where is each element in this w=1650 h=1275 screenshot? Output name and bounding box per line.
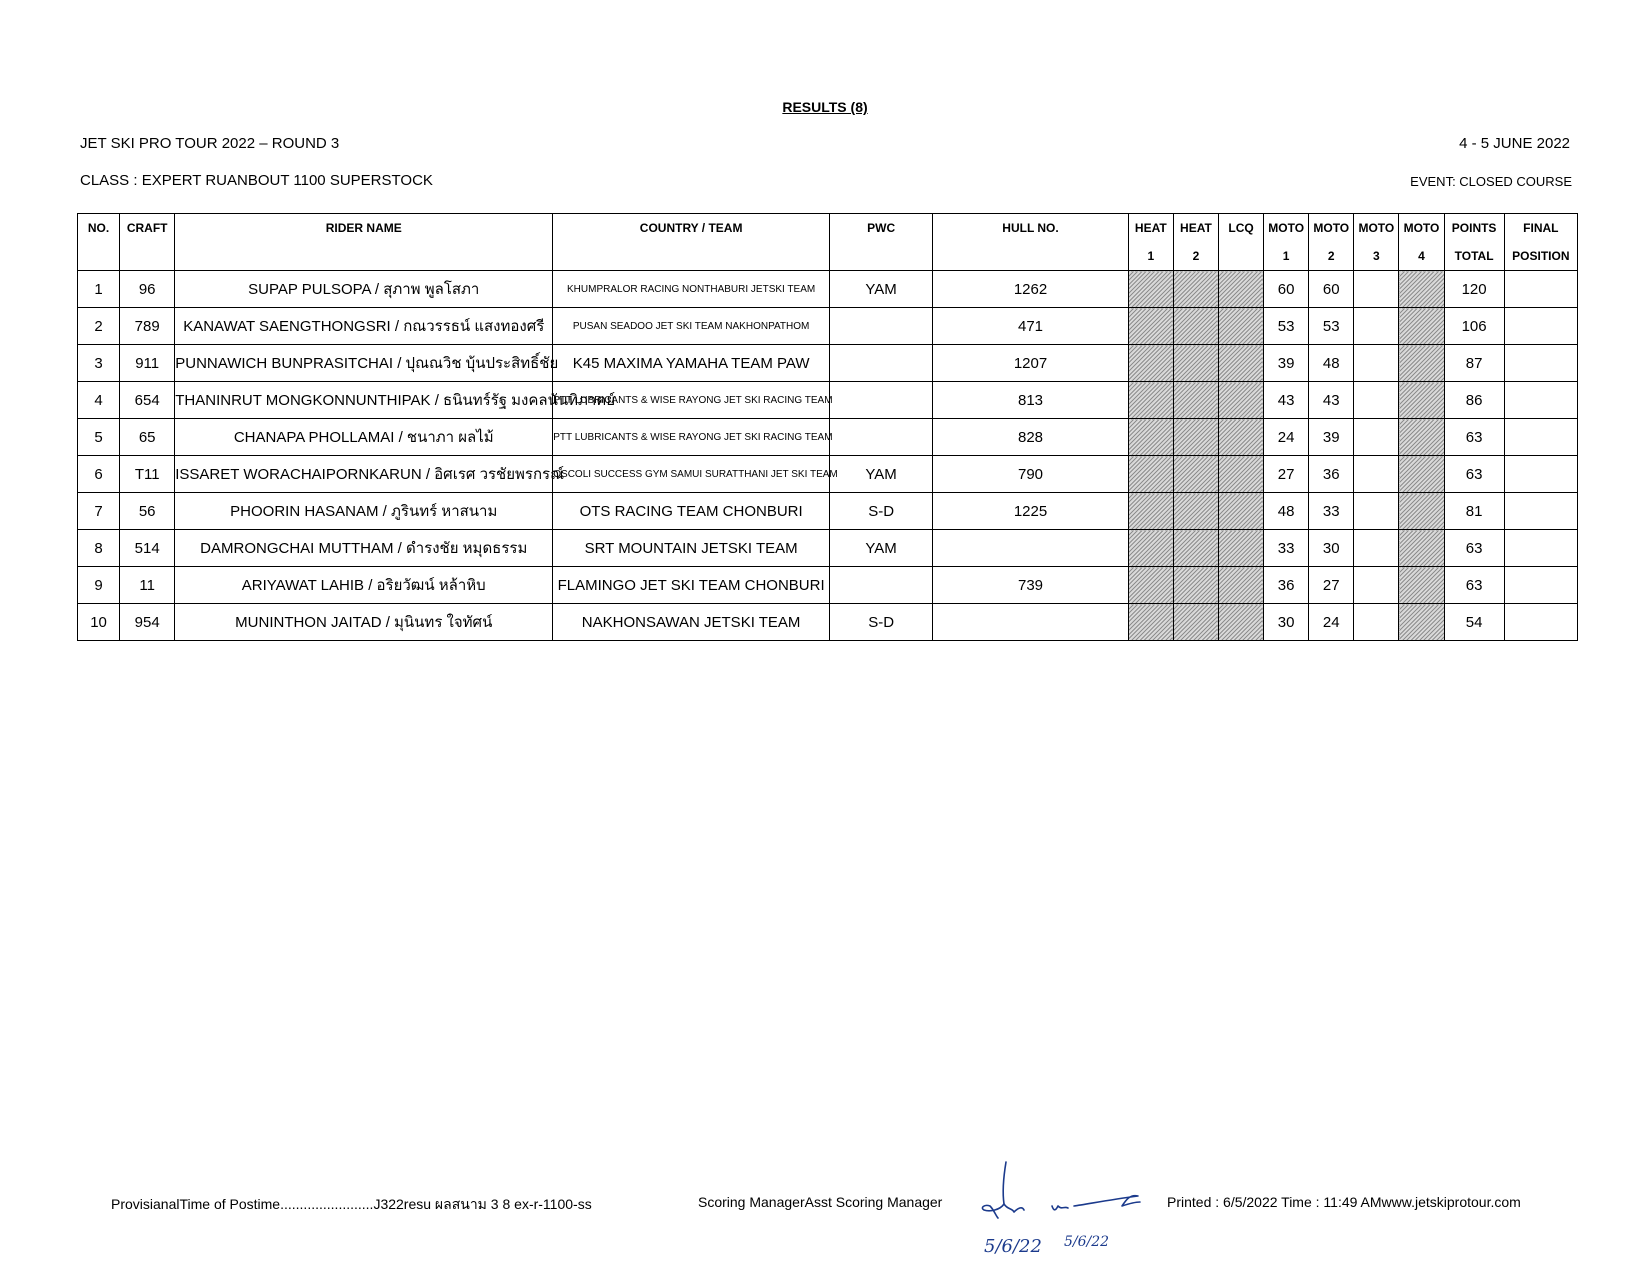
footer-provisional: ProvisianalTime of Postime........................J322resu ผลสนาม 3 8 ex-r-1100-ss — [111, 1196, 592, 1212]
signature-date-2: 5/6/22 — [1064, 1234, 1110, 1250]
cell-no: 3 — [78, 345, 120, 382]
col-no: NO. — [78, 214, 120, 271]
cell-moto4 — [1399, 345, 1444, 382]
cell-moto1: 48 — [1264, 493, 1309, 530]
signature-date-1: 5/6/22 — [984, 1236, 1042, 1257]
col-moto1: MOTO — [1264, 214, 1309, 243]
cell-pwc — [829, 308, 932, 345]
col-heat1: HEAT — [1128, 214, 1173, 243]
cell-pwc — [829, 419, 932, 456]
cell-pwc — [829, 567, 932, 604]
cell-country-team: PTT LUBRICANTS & WISE RAYONG JET SKI RACING TEAM — [553, 382, 830, 419]
cell-moto1: 33 — [1264, 530, 1309, 567]
cell-rider-name: ISSARET WORACHAIPORNKARUN / อิศเรศ วรชัยพรกรณ์ — [175, 456, 553, 493]
cell-hull-no: 813 — [933, 382, 1129, 419]
cell-rider-name: DAMRONGCHAI MUTTHAM / ดำรงชัย หมุดธรรม — [175, 530, 553, 567]
cell-heat1 — [1128, 382, 1173, 419]
cell-moto3 — [1354, 567, 1399, 604]
signature-image — [978, 1160, 1148, 1260]
cell-points-total: 81 — [1444, 493, 1504, 530]
cell-moto2: 53 — [1309, 308, 1354, 345]
table-row — [78, 604, 1578, 641]
cell-hull-no: 790 — [933, 456, 1129, 493]
cell-hull-no: 739 — [933, 567, 1129, 604]
cell-points-total: 106 — [1444, 308, 1504, 345]
cell-rider-name: PUNNAWICH BUNPRASITCHAI / ปุณณวิช บุ้นประสิทธิ์ชัย — [175, 345, 553, 382]
cell-lcq — [1218, 345, 1263, 382]
cell-final-position — [1504, 419, 1577, 456]
cell-heat1 — [1128, 530, 1173, 567]
cell-no: 6 — [78, 456, 120, 493]
cell-final-position — [1504, 308, 1577, 345]
cell-heat1 — [1128, 567, 1173, 604]
cell-lcq — [1218, 530, 1263, 567]
col-points-total-sub: TOTAL — [1444, 242, 1504, 271]
cell-no: 2 — [78, 308, 120, 345]
footer-scoring-manager: Scoring ManagerAsst Scoring Manager — [698, 1194, 943, 1210]
cell-heat2 — [1173, 493, 1218, 530]
cell-no: 7 — [78, 493, 120, 530]
table-row — [78, 308, 1578, 345]
cell-moto2: 48 — [1309, 345, 1354, 382]
cell-heat1 — [1128, 345, 1173, 382]
cell-hull-no — [933, 604, 1129, 641]
cell-no: 9 — [78, 567, 120, 604]
cell-pwc — [829, 345, 932, 382]
cell-final-position — [1504, 567, 1577, 604]
cell-moto1: 27 — [1264, 456, 1309, 493]
cell-rider-name: THANINRUT MONGKONNUNTHIPAK / ธนินทร์รัฐ มงคลนันทิภาคย์ — [175, 382, 553, 419]
cell-points-total: 63 — [1444, 530, 1504, 567]
cell-moto3 — [1354, 345, 1399, 382]
cell-pwc: S-D — [829, 604, 932, 641]
cell-points-total: 63 — [1444, 567, 1504, 604]
cell-moto4 — [1399, 308, 1444, 345]
cell-lcq — [1218, 271, 1263, 308]
table-row — [78, 567, 1578, 604]
cell-points-total: 63 — [1444, 456, 1504, 493]
cell-country-team: FLAMINGO JET SKI TEAM CHONBURI — [553, 567, 830, 604]
cell-final-position — [1504, 345, 1577, 382]
footer-printed: Printed : 6/5/2022 Time : 11:49 AMwww.jetskiprotour.com — [1167, 1194, 1521, 1210]
cell-hull-no: 828 — [933, 419, 1129, 456]
cell-moto2: 24 — [1309, 604, 1354, 641]
cell-heat2 — [1173, 456, 1218, 493]
cell-country-team: OTS RACING TEAM CHONBURI — [553, 493, 830, 530]
cell-pwc: YAM — [829, 271, 932, 308]
cell-country-team: OSCOLI SUCCESS GYM SAMUI SURATTHANI JET SKI TEAM — [553, 456, 830, 493]
class-label: CLASS : EXPERT RUANBOUT 1100 SUPERSTOCK — [80, 172, 433, 189]
cell-final-position — [1504, 271, 1577, 308]
col-moto3: MOTO — [1354, 214, 1399, 243]
cell-pwc: YAM — [829, 456, 932, 493]
cell-rider-name: ARIYAWAT LAHIB / อริยวัฒน์ หล้าหิบ — [175, 567, 553, 604]
col-heat2-num: 2 — [1173, 242, 1218, 271]
cell-country-team: PTT LUBRICANTS & WISE RAYONG JET SKI RACING TEAM — [553, 419, 830, 456]
cell-rider-name: SUPAP PULSOPA / สุภาพ พูลโสภา — [175, 271, 553, 308]
cell-heat1 — [1128, 493, 1173, 530]
signature-stroke — [1052, 1206, 1068, 1210]
event-name: JET SKI PRO TOUR 2022 – ROUND 3 — [80, 135, 340, 152]
cell-points-total: 120 — [1444, 271, 1504, 308]
cell-heat2 — [1173, 382, 1218, 419]
cell-moto1: 53 — [1264, 308, 1309, 345]
cell-hull-no: 1262 — [933, 271, 1129, 308]
col-final-position-sub: POSITION — [1504, 242, 1577, 271]
event-type: EVENT: CLOSED COURSE — [1410, 174, 1572, 189]
cell-heat2 — [1173, 604, 1218, 641]
cell-points-total: 63 — [1444, 419, 1504, 456]
cell-heat2 — [1173, 567, 1218, 604]
cell-pwc: YAM — [829, 530, 932, 567]
cell-moto4 — [1399, 530, 1444, 567]
cell-moto2: 27 — [1309, 567, 1354, 604]
signature-stroke — [1074, 1196, 1140, 1206]
cell-moto1: 36 — [1264, 567, 1309, 604]
col-lcq: LCQ — [1218, 214, 1263, 271]
cell-moto3 — [1354, 271, 1399, 308]
cell-moto4 — [1399, 604, 1444, 641]
cell-final-position — [1504, 530, 1577, 567]
header-row — [78, 214, 1578, 243]
cell-points-total: 87 — [1444, 345, 1504, 382]
cell-craft: 11 — [120, 567, 175, 604]
cell-craft: 789 — [120, 308, 175, 345]
cell-hull-no: 471 — [933, 308, 1129, 345]
cell-pwc: S-D — [829, 493, 932, 530]
col-moto2-num: 2 — [1309, 242, 1354, 271]
cell-hull-no — [933, 530, 1129, 567]
cell-moto4 — [1399, 382, 1444, 419]
cell-moto3 — [1354, 604, 1399, 641]
table-row — [78, 493, 1578, 530]
cell-rider-name: PHOORIN HASANAM / ภูรินทร์ หาสนาม — [175, 493, 553, 530]
col-hull-no: HULL NO. — [933, 214, 1129, 271]
col-moto3-num: 3 — [1354, 242, 1399, 271]
cell-moto3 — [1354, 530, 1399, 567]
col-country-team: COUNTRY / TEAM — [553, 214, 830, 271]
table-row — [78, 271, 1578, 308]
cell-moto2: 30 — [1309, 530, 1354, 567]
cell-lcq — [1218, 308, 1263, 345]
cell-moto4 — [1399, 271, 1444, 308]
cell-heat2 — [1173, 271, 1218, 308]
cell-heat1 — [1128, 419, 1173, 456]
table-row — [78, 419, 1578, 456]
cell-points-total: 86 — [1444, 382, 1504, 419]
cell-country-team: NAKHONSAWAN JETSKI TEAM — [553, 604, 830, 641]
table-row — [78, 456, 1578, 493]
cell-craft: 96 — [120, 271, 175, 308]
cell-final-position — [1504, 382, 1577, 419]
cell-hull-no: 1207 — [933, 345, 1129, 382]
col-moto2: MOTO — [1309, 214, 1354, 243]
cell-craft: 514 — [120, 530, 175, 567]
col-moto4: MOTO — [1399, 214, 1444, 243]
cell-moto3 — [1354, 308, 1399, 345]
col-pwc: PWC — [829, 214, 932, 271]
document-title: RESULTS (8) — [782, 99, 868, 115]
cell-moto2: 33 — [1309, 493, 1354, 530]
cell-moto1: 43 — [1264, 382, 1309, 419]
cell-moto3 — [1354, 382, 1399, 419]
cell-no: 4 — [78, 382, 120, 419]
cell-moto3 — [1354, 419, 1399, 456]
cell-moto2: 43 — [1309, 382, 1354, 419]
cell-moto2: 36 — [1309, 456, 1354, 493]
cell-heat1 — [1128, 271, 1173, 308]
cell-moto4 — [1399, 493, 1444, 530]
cell-final-position — [1504, 493, 1577, 530]
table-row — [78, 345, 1578, 382]
cell-heat1 — [1128, 604, 1173, 641]
cell-moto4 — [1399, 419, 1444, 456]
col-moto4-num: 4 — [1399, 242, 1444, 271]
cell-heat2 — [1173, 345, 1218, 382]
cell-craft: T11 — [120, 456, 175, 493]
cell-no: 1 — [78, 271, 120, 308]
cell-final-position — [1504, 456, 1577, 493]
cell-heat2 — [1173, 308, 1218, 345]
cell-moto1: 60 — [1264, 271, 1309, 308]
cell-lcq — [1218, 382, 1263, 419]
cell-moto2: 60 — [1309, 271, 1354, 308]
signature-stroke — [982, 1162, 1006, 1218]
cell-moto2: 39 — [1309, 419, 1354, 456]
cell-country-team: K45 MAXIMA YAMAHA TEAM PAW — [553, 345, 830, 382]
cell-moto1: 24 — [1264, 419, 1309, 456]
cell-final-position — [1504, 604, 1577, 641]
cell-craft: 654 — [120, 382, 175, 419]
cell-rider-name: CHANAPA PHOLLAMAI / ชนาภา ผลไม้ — [175, 419, 553, 456]
cell-craft: 911 — [120, 345, 175, 382]
cell-craft: 65 — [120, 419, 175, 456]
col-heat1-num: 1 — [1128, 242, 1173, 271]
cell-lcq — [1218, 419, 1263, 456]
table-row — [78, 382, 1578, 419]
cell-moto3 — [1354, 493, 1399, 530]
cell-heat1 — [1128, 308, 1173, 345]
cell-points-total: 54 — [1444, 604, 1504, 641]
cell-country-team: KHUMPRALOR RACING NONTHABURI JETSKI TEAM — [553, 271, 830, 308]
cell-craft: 954 — [120, 604, 175, 641]
cell-no: 10 — [78, 604, 120, 641]
results-table — [77, 213, 1578, 641]
signature-stroke — [1004, 1204, 1024, 1212]
col-craft: CRAFT — [120, 214, 175, 271]
cell-moto4 — [1399, 456, 1444, 493]
cell-no: 8 — [78, 530, 120, 567]
table-row — [78, 530, 1578, 567]
cell-moto1: 30 — [1264, 604, 1309, 641]
cell-rider-name: MUNINTHON JAITAD / มุนินทร ใจทัศน์ — [175, 604, 553, 641]
cell-heat2 — [1173, 530, 1218, 567]
cell-country-team: SRT MOUNTAIN JETSKI TEAM — [553, 530, 830, 567]
cell-moto4 — [1399, 567, 1444, 604]
event-date: 4 - 5 JUNE 2022 — [1459, 135, 1570, 152]
col-heat2: HEAT — [1173, 214, 1218, 243]
cell-hull-no: 1225 — [933, 493, 1129, 530]
cell-heat2 — [1173, 419, 1218, 456]
cell-lcq — [1218, 456, 1263, 493]
cell-pwc — [829, 382, 932, 419]
cell-heat1 — [1128, 456, 1173, 493]
cell-lcq — [1218, 493, 1263, 530]
cell-moto3 — [1354, 456, 1399, 493]
cell-no: 5 — [78, 419, 120, 456]
col-rider-name: RIDER NAME — [175, 214, 553, 271]
cell-country-team: PUSAN SEADOO JET SKI TEAM NAKHONPATHOM — [553, 308, 830, 345]
col-points-total: POINTS — [1444, 214, 1504, 243]
cell-lcq — [1218, 567, 1263, 604]
cell-moto1: 39 — [1264, 345, 1309, 382]
cell-lcq — [1218, 604, 1263, 641]
cell-craft: 56 — [120, 493, 175, 530]
cell-rider-name: KANAWAT SAENGTHONGSRI / กณวรรธน์ แสงทองศรี — [175, 308, 553, 345]
col-moto1-num: 1 — [1264, 242, 1309, 271]
col-final-position: FINAL — [1504, 214, 1577, 243]
